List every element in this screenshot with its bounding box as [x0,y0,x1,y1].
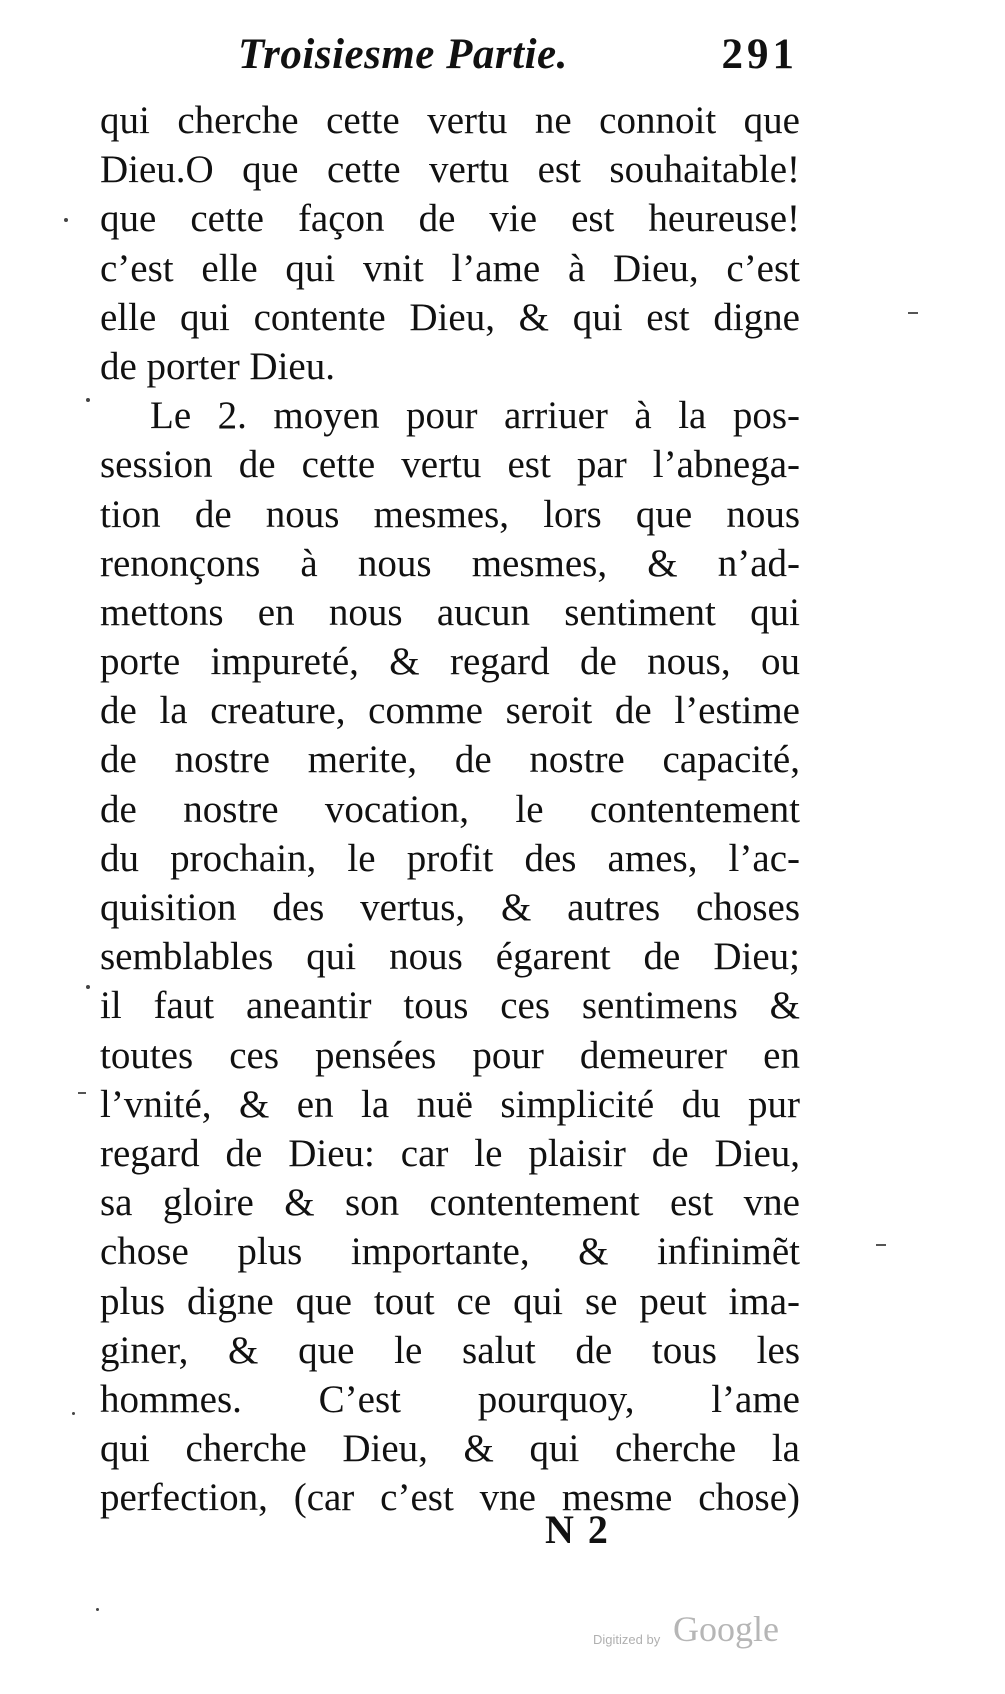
text-line: quisition des vertus, & autres choses [100,886,800,929]
text-line: du prochain, le profit des ames, l’ac- [100,836,800,880]
text-line: sa gloire & son contentement est vne [100,1181,800,1225]
scan-speck [96,1608,99,1611]
text-line: tion de nous mesmes, lors que nous [100,492,800,536]
scan-speck [72,1412,75,1415]
text-line: de la creature, comme seroit de l’estime [100,689,800,733]
text-line: chose plus importante, & infinimẽt [100,1230,800,1274]
text-line: regard de Dieu: car le plaisir de Dieu, [100,1131,800,1175]
scan-speck [64,218,68,222]
scan-speck [86,398,90,402]
text-line: elle qui contente Dieu, & qui est digne [100,295,800,339]
digitized-watermark [593,1608,793,1658]
text-line: semblables qui nous égarent de Dieu; [100,935,800,979]
watermark-prefix: Digitized by [593,1632,661,1647]
page-number: 291 [721,31,798,78]
text-line: toutes ces pensées pour demeurer en [100,1033,800,1077]
text-line: Dieu.O que cette vertu est souhaitable! [100,148,800,192]
text-line: il faut aneantir tous ces sentimens & [100,984,800,1028]
text-line: qui cherche cette vertu ne connoit que [100,99,800,142]
text-line: qui cherche Dieu, & qui cherche la [100,1427,800,1471]
text-line: c’est elle qui vnit l’ame à Dieu, c’est [100,246,800,290]
text-line: renonçons à nous mesmes, & n’ad- [100,541,800,585]
text-line: giner, & que le salut de tous les [100,1328,800,1372]
text-line: session de cette vertu est par l’abnega- [100,443,800,487]
scan-mark [78,1092,86,1094]
text-line: que cette façon de vie est heureuse! [100,197,800,241]
body-text [100,96,800,1522]
text-line: mettons en nous aucun sentiment qui [100,590,800,634]
text-line: de nostre vocation, le contentement [100,787,800,831]
scan-speck [86,985,90,989]
paragraph-start-line: Le 2. moyen pour arriuer à la pos- [150,394,800,438]
scan-mark [876,1244,886,1246]
signature-mark: N 2 [545,1507,610,1552]
page-header [238,30,798,90]
watermark-brand: Google [673,1609,779,1649]
text-line: de porter Dieu. [100,344,335,388]
text-line: porte impureté, & regard de nous, ou [100,640,800,684]
text-line: l’vnité, & en la nuë simplicité du pur [100,1082,800,1126]
text-line: plus digne que tout ce qui se peut ima- [100,1279,800,1323]
text-line: perfection, (car c’est vne mesme chose) [100,1476,800,1520]
text-line: hommes. C’est pourquoy, l’ame [100,1377,800,1421]
scan-mark [908,312,918,314]
running-title: Troisiesme Partie. [238,31,568,78]
text-line: de nostre merite, de nostre capacité, [100,738,800,782]
